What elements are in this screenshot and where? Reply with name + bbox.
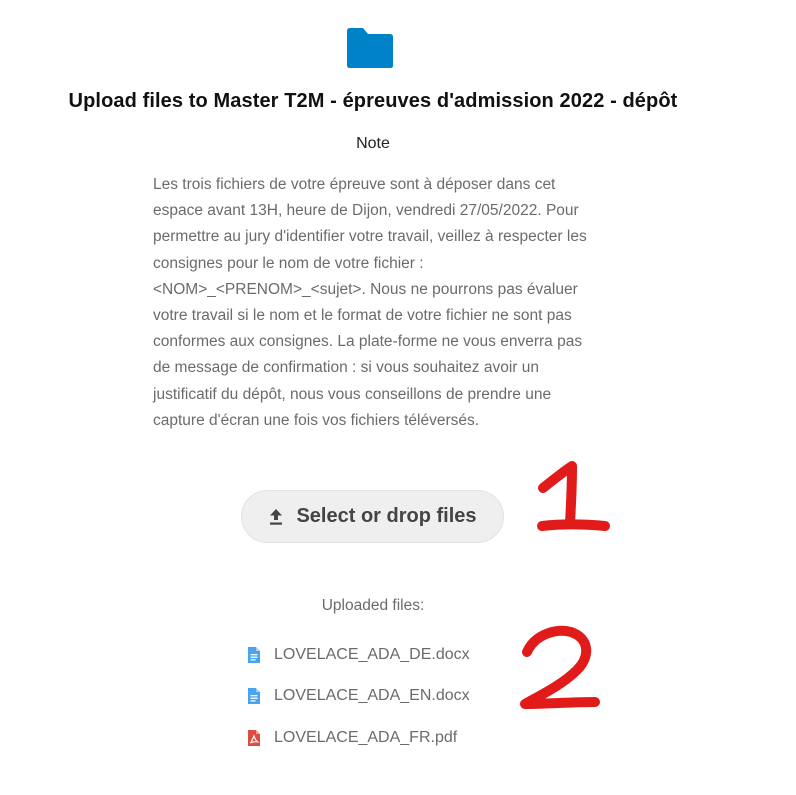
document-icon (247, 646, 261, 664)
annotation-number-one (535, 460, 615, 540)
list-item (247, 676, 470, 718)
page-title: Upload files to Master T2M - épreuves d'admission 2022 - dépôt (68, 90, 678, 112)
note-text: Les trois fichiers de votre épreuve sont à déposer dans cet espace avant 13H, heure de Dijon, vendredi 27/05/2022. Pour permettre au jury d'identifier votre travail, veillez à respecter les consignes pour le nom de votre fichier : <NOM>_<PRENOM>_<sujet>. Nous ne pourrons pas évaluer votre travail si le nom et le format de votre fichier ne sont pas conformes aux consignes. La plate-forme ne vous enverra pas de message de confirmation : si vous souhaitez avoir un justificatif du dépôt, nous vous conseillons de prendre une capture d'écran une fois vos fichiers téléversés. (153, 176, 587, 429)
uploaded-file-list (247, 634, 470, 759)
folder-icon (346, 27, 394, 69)
uploaded-files-label: Uploaded files: (321, 597, 425, 614)
select-or-drop-files-button[interactable] (241, 490, 504, 543)
file-name: LOVELACE_ADA_EN.docx (274, 687, 470, 705)
pdf-icon (247, 729, 261, 747)
file-name: LOVELACE_ADA_DE.docx (274, 645, 470, 663)
annotation-number-two (515, 622, 605, 717)
document-icon (247, 687, 261, 705)
list-item (247, 717, 470, 759)
upload-button-label: Select or drop files (296, 505, 477, 527)
upload-icon (268, 508, 284, 526)
list-item (247, 634, 470, 676)
file-name: LOVELACE_ADA_FR.pdf (274, 728, 458, 746)
note-label: Note (356, 135, 390, 152)
